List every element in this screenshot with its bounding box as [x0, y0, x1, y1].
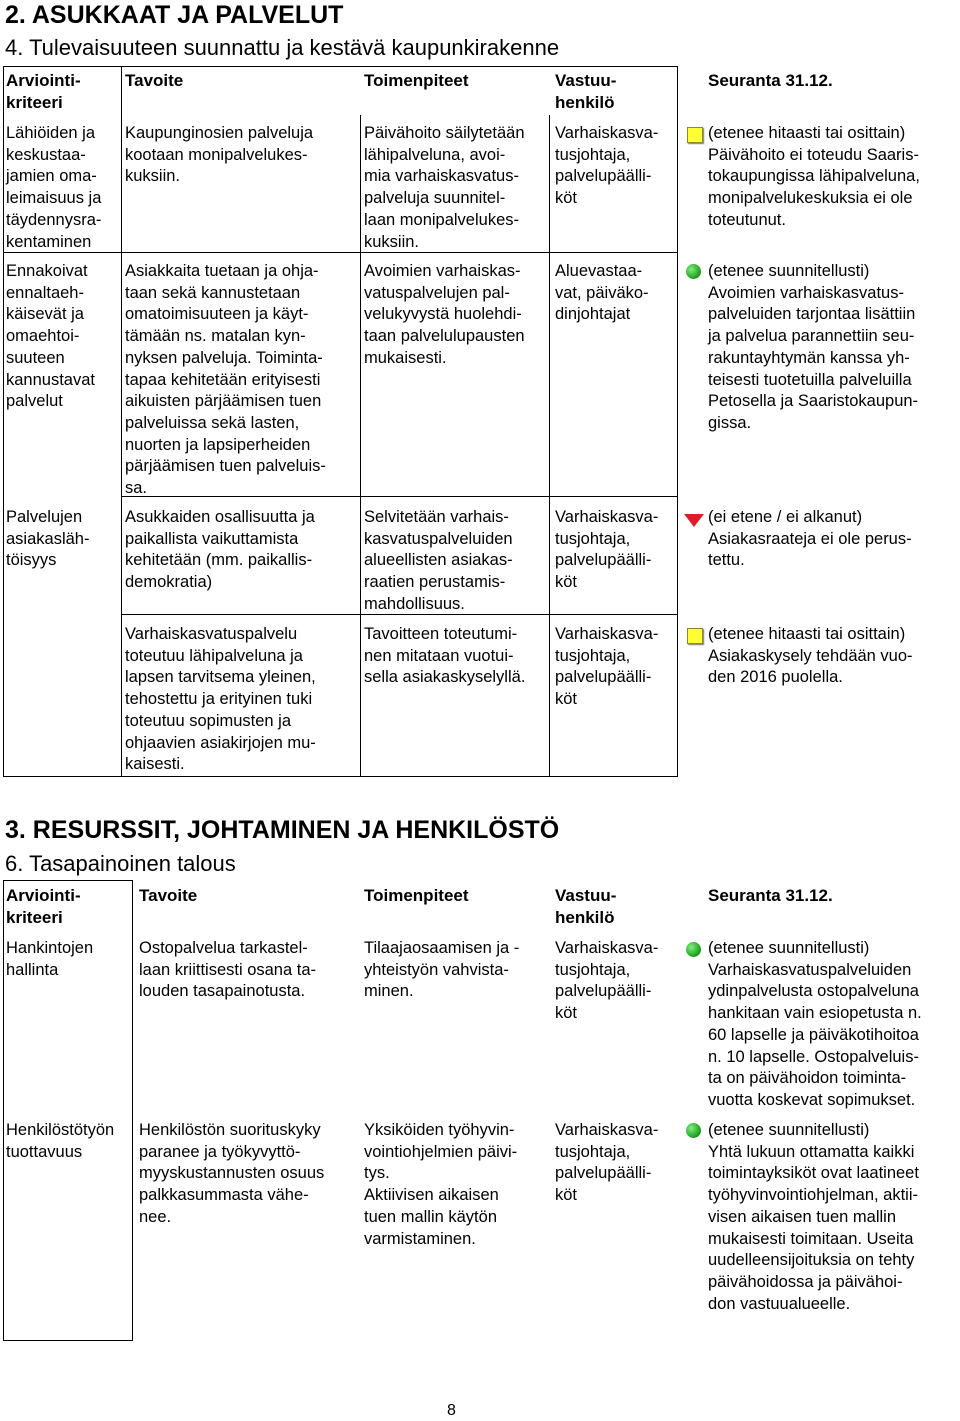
table-cell-responsible: Aluevastaa- vat, päiväko- dinjohtajat: [555, 262, 649, 324]
page-number: 8: [447, 1402, 456, 1419]
column-header-actions: Toimenpiteet: [364, 71, 469, 90]
subsection-heading: 4. Tulevaisuuteen suunnattu ja kestävä kaupunkirakenne: [5, 35, 560, 60]
table-cell-goal: Ostopalvelua tarkastel- laan kriittisesti osana ta- louden tasapainotusta.: [139, 939, 316, 1001]
green-circle-status-icon: [686, 1123, 701, 1138]
table-cell-goal: Asukkaiden osallisuutta ja paikallista vaikuttamista kehitetään (mm. paikallis- demokratia): [125, 508, 315, 592]
table-cell-criteria: Hankintojen hallinta: [6, 939, 94, 979]
table-cell-criteria: Ennakoivat ennaltaeh- käisevät ja omaehtoi- suuteen kannustavat palvelut: [6, 262, 95, 411]
table-cell-responsible: Varhaiskasva- tusjohtaja, palvelupäälli- köt: [555, 124, 659, 208]
section-heading: 3. RESURSSIT, JOHTAMINEN JA HENKILÖSTÖ: [5, 816, 560, 844]
green-circle-status-icon: [686, 264, 701, 279]
table-cell-goal: Henkilöstön suorituskyky paranee ja työkyvyttö- myyskustannusten osuus palkkasummasta vähe- nee.: [139, 1121, 325, 1226]
column-header-responsible: Vastuu- henkilö: [555, 71, 617, 112]
table-cell-followup: (etenee suunnitellusti) Varhaiskasvatuspalveluiden ydinpalvelusta ostopalveluna hankitaan vain esiopetusta n. 60 lapselle ja päiväkotihoitoa n. 10 lapselle. Ostopalveluis- ta on päivähoidon toiminta- vuotta koskevat sopimukset.: [708, 939, 922, 1109]
red-triangle-status-icon: [684, 514, 704, 527]
table-cell-actions: Selvitetään varhais- kasvatuspalveluiden alueellisten asiakas- raatien perustamis- mahdollisuus.: [364, 508, 513, 613]
table-cell-goal: Varhaiskasvatuspalvelu toteutuu lähipalveluna ja lapsen tarvitsema yleinen, tehostettu ja erityinen tuki toteutuu sopimusten ja ohjaavien asiakirjojen mu- kaisesti.: [125, 625, 316, 774]
table-cell-responsible: Varhaiskasva- tusjohtaja, palvelupäälli- köt: [555, 1121, 659, 1205]
table-cell-followup: (etenee hitaasti tai osittain) Päivähoito ei toteudu Saaris- tokaupungissa lähipalveluna, monipalvelukeskuksia ei ole toteutunut.: [708, 124, 920, 229]
table-cell-actions: Tilaajaosaamisen ja - yhteistyön vahvista- minen.: [364, 939, 520, 1001]
table-cell-actions: Avoimien varhaiskas- vatuspalvelujen pal- velukyvystä huolehdi- taan palvelulupausten mukaisesti.: [364, 262, 525, 367]
table-cell-followup: (etenee suunnitellusti) Avoimien varhaiskasvatus- palveluiden tarjontaa lisättiin ja palvelua parannettiin seu- rakuntayhtymän kanssa yh- teisesti tuotetuilla palveluilla Petosella ja Saaristokaupun- gissa.: [708, 262, 919, 432]
column-header-criteria: Arviointi- kriteeri: [6, 71, 81, 112]
column-header-criteria: Arviointi- kriteeri: [6, 886, 81, 927]
column-header-actions: Toimenpiteet: [364, 886, 469, 905]
yellow-square-status-icon: [687, 127, 703, 143]
column-header-followup: Seuranta 31.12.: [708, 71, 833, 90]
column-header-goal: Tavoite: [139, 886, 198, 905]
table-cell-responsible: Varhaiskasva- tusjohtaja, palvelupäälli- köt: [555, 939, 659, 1023]
table-cell-criteria: Lähiöiden ja keskustaa- jamien oma- leimaisuus ja täydennysra- kentaminen: [6, 124, 102, 251]
table-cell-followup: (etenee hitaasti tai osittain) Asiakaskysely tehdään vuo- den 2016 puolella.: [708, 625, 913, 687]
table-cell-responsible: Varhaiskasva- tusjohtaja, palvelupäälli- köt: [555, 625, 659, 709]
table-cell-actions: Yksiköiden työhyvin- vointiohjelmien päivi- tys. Aktiivisen aikaisen tuen mallin käytön varmistaminen.: [364, 1121, 518, 1248]
column-header-followup: Seuranta 31.12.: [708, 886, 833, 905]
green-circle-status-icon: [686, 942, 701, 957]
table-cell-goal: Asiakkaita tuetaan ja ohja- taan sekä kannustetaan omatoimisuuteen ja käyt- tämään ns. matalan kyn- nyksen palveluja. Toiminta- tapaa kehitetään erityisesti aikuisten pärjäämisen tuen palveluissa sekä lasten, nuorten ja lapsiperheiden pärjäämisen tuen palveluis- sa.: [125, 262, 326, 498]
table-cell-goal: Kaupunginosien palveluja kootaan monipalvelukes- kuksiin.: [125, 124, 314, 186]
table-cell-actions: Tavoitteen toteutumi- nen mitataan vuotui- sella asiakaskyselyllä.: [364, 625, 526, 687]
table-cell-criteria: Palvelujen asiakasläh- töisyys: [6, 508, 90, 570]
table-cell-responsible: Varhaiskasva- tusjohtaja, palvelupäälli- köt: [555, 508, 659, 592]
table-cell-criteria: Henkilöstötyön tuottavuus: [6, 1121, 115, 1161]
subsection-heading: 6. Tasapainoinen talous: [5, 851, 236, 876]
section-heading: 2. ASUKKAAT JA PALVELUT: [5, 1, 344, 29]
column-header-responsible: Vastuu- henkilö: [555, 886, 617, 927]
column-header-goal: Tavoite: [125, 71, 184, 90]
table-cell-actions: Päivähoito säilytetään lähipalveluna, avoi- mia varhaiskasvatus- palveluja suunnitel- laan monipalvelukes- kuksiin.: [364, 124, 525, 251]
table-cell-followup: (etenee suunnitellusti) Yhtä lukuun ottamatta kaikki toimintayksiköt ovat laatineet työhyvinvointiohjelman, aktii- visen aikaisen tuen mallin mukaisesti toimitaan. Useita uudelleensijoituksia on tehty päivähoidossa ja päivähoi- don vastuualueelle.: [708, 1121, 919, 1313]
table-cell-followup: (ei etene / ei alkanut) Asiakasraateja ei ole perus- tettu.: [708, 508, 912, 570]
yellow-square-status-icon: [687, 628, 703, 644]
